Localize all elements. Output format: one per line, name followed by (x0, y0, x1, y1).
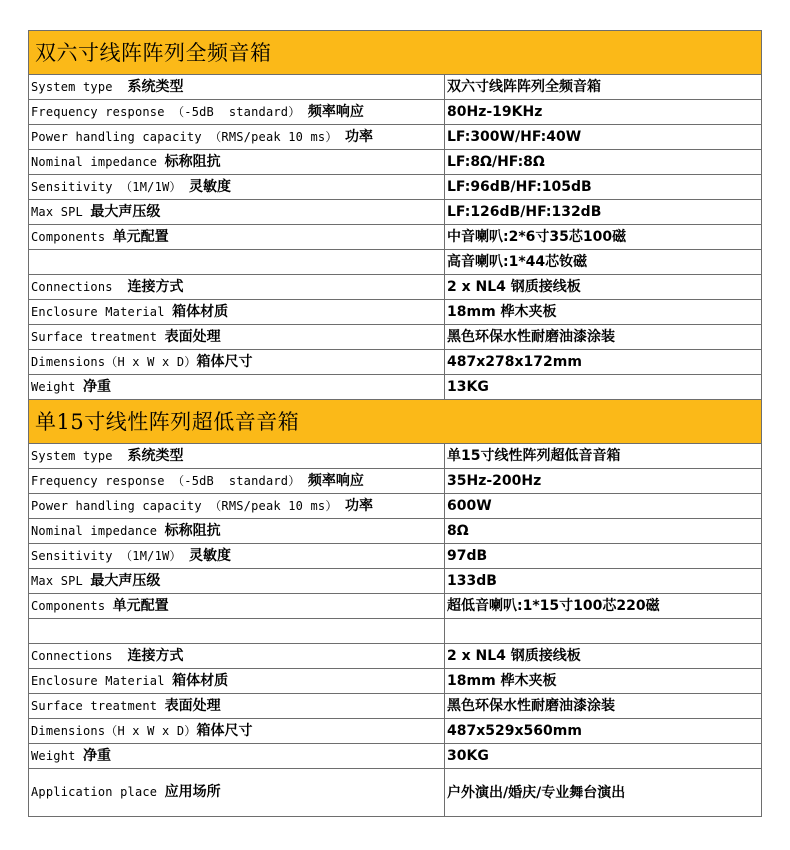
spec-label (29, 200, 445, 225)
spec-label-english: Power handling capacity （RMS/peak 10 ms） (31, 498, 345, 513)
spec-label-chinese: 频率响应 (307, 472, 364, 489)
spec-value: 2 x NL4 钢质接线板 (445, 275, 762, 300)
spec-label (29, 744, 445, 769)
spec-label-english: Enclosure Material (31, 673, 173, 688)
spec-label-english: Enclosure Material (31, 304, 173, 319)
spec-label-chinese: 灵敏度 (189, 178, 232, 195)
spec-label-english: Nominal impedance (31, 154, 165, 169)
spec-row (29, 494, 762, 519)
spec-label-chinese: 箱体材质 (172, 672, 229, 689)
spec-value: LF:96dB/HF:105dB (445, 175, 762, 200)
spec-value: 30KG (445, 744, 762, 769)
spec-label-chinese: 功率 (344, 497, 373, 514)
spec-value: 487x529x560mm (445, 719, 762, 744)
spec-label-chinese: 箱体材质 (172, 303, 229, 320)
spec-label (29, 300, 445, 325)
spec-label (29, 325, 445, 350)
spec-label (29, 100, 445, 125)
spec-label-chinese: 最大声压级 (90, 203, 161, 220)
spec-label-chinese: 频率响应 (307, 103, 364, 120)
spec-value: 600W (445, 494, 762, 519)
spec-label-chinese: 连接方式 (127, 278, 184, 295)
spec-value: 487x278x172mm (445, 350, 762, 375)
spec-value: 黑色环保水性耐磨油漆涂装 (445, 694, 762, 719)
spec-value: 35Hz-200Hz (445, 469, 762, 494)
section-title: 双六寸线阵阵列全频音箱 (29, 31, 762, 75)
spec-row (29, 444, 762, 469)
spec-label-english: Sensitivity （1M/1W） (31, 548, 190, 563)
spec-value: LF:300W/HF:40W (445, 125, 762, 150)
spec-label-chinese: 单元配置 (112, 597, 169, 614)
spec-row (29, 375, 762, 400)
spec-label-chinese: 连接方式 (127, 647, 184, 664)
spec-row (29, 644, 762, 669)
spec-row (29, 350, 762, 375)
spec-row (29, 469, 762, 494)
spec-value: 高音喇叭:1*44芯钕磁 (445, 250, 762, 275)
spec-label (29, 769, 445, 817)
spec-sheet (28, 30, 761, 817)
spec-row (29, 569, 762, 594)
spec-row (29, 225, 762, 250)
spec-label (29, 75, 445, 100)
spec-label-chinese: 箱体尺寸 (196, 722, 253, 739)
spec-label (29, 644, 445, 669)
section-header-row (29, 31, 762, 75)
spec-row (29, 519, 762, 544)
spec-value: 双六寸线阵阵列全频音箱 (445, 75, 762, 100)
spec-label (29, 444, 445, 469)
spec-label (29, 225, 445, 250)
spec-label (29, 544, 445, 569)
spec-label-chinese: 灵敏度 (189, 547, 232, 564)
spec-label-english: Connections (31, 279, 128, 294)
spec-label-english: System type (31, 79, 128, 94)
spec-label (29, 469, 445, 494)
spec-value: 超低音喇叭:1*15寸100芯220磁 (445, 594, 762, 619)
spec-row (29, 544, 762, 569)
spec-row (29, 769, 762, 817)
spec-label (29, 250, 445, 275)
spec-value (445, 619, 762, 644)
spec-row (29, 75, 762, 100)
section-header-row (29, 400, 762, 444)
spec-value: 2 x NL4 钢质接线板 (445, 644, 762, 669)
spec-label (29, 694, 445, 719)
spec-label-english: Power handling capacity （RMS/peak 10 ms） (31, 129, 345, 144)
spec-label-english: Weight (31, 748, 83, 763)
spec-label-chinese: 净重 (82, 747, 111, 764)
spec-row (29, 150, 762, 175)
spec-label-chinese: 标称阻抗 (164, 522, 221, 539)
spec-row (29, 250, 762, 275)
spec-row (29, 200, 762, 225)
spec-label-chinese: 最大声压级 (90, 572, 161, 589)
spec-value: 18mm 桦木夹板 (445, 300, 762, 325)
spec-label (29, 125, 445, 150)
spec-value: 13KG (445, 375, 762, 400)
spec-row (29, 719, 762, 744)
spec-label (29, 519, 445, 544)
spec-label (29, 619, 445, 644)
spec-label-chinese: 标称阻抗 (164, 153, 221, 170)
spec-label (29, 175, 445, 200)
spec-label-english: Dimensions（H x W x D） (31, 354, 197, 369)
spec-label-chinese: 系统类型 (127, 447, 184, 464)
spec-label-english: Frequency response （-5dB standard） (31, 473, 308, 488)
spec-row (29, 125, 762, 150)
spec-label (29, 669, 445, 694)
spec-value: 黑色环保水性耐磨油漆涂装 (445, 325, 762, 350)
spec-label (29, 150, 445, 175)
spec-label-chinese: 系统类型 (127, 78, 184, 95)
spec-label-chinese: 箱体尺寸 (196, 353, 253, 370)
spec-row (29, 175, 762, 200)
section-title: 单15寸线性阵列超低音音箱 (29, 400, 762, 444)
spec-label (29, 569, 445, 594)
spec-label-english: Application place (31, 785, 165, 799)
spec-value: LF:8Ω/HF:8Ω (445, 150, 762, 175)
spec-value: 中音喇叭:2*6寸35芯100磁 (445, 225, 762, 250)
spec-value: 8Ω (445, 519, 762, 544)
spec-label-english: Connections (31, 648, 128, 663)
spec-value: LF:126dB/HF:132dB (445, 200, 762, 225)
spec-label-chinese: 表面处理 (164, 697, 221, 714)
spec-row (29, 619, 762, 644)
spec-row (29, 325, 762, 350)
spec-label (29, 350, 445, 375)
spec-row (29, 594, 762, 619)
spec-row (29, 100, 762, 125)
spec-label-english: Components (31, 229, 113, 244)
spec-label-english: Dimensions（H x W x D） (31, 723, 197, 738)
spec-label-english: Sensitivity （1M/1W） (31, 179, 190, 194)
spec-label-english: System type (31, 448, 128, 463)
spec-label (29, 375, 445, 400)
spec-label (29, 594, 445, 619)
spec-value: 18mm 桦木夹板 (445, 669, 762, 694)
spec-label-chinese: 表面处理 (164, 328, 221, 345)
spec-table-body (29, 31, 762, 817)
spec-label-english: Max SPL (31, 204, 91, 219)
spec-label-english: Surface treatment (31, 329, 165, 344)
spec-label-chinese: 单元配置 (112, 228, 169, 245)
spec-row (29, 744, 762, 769)
spec-table (28, 30, 762, 817)
spec-label-english: Nominal impedance (31, 523, 165, 538)
spec-label (29, 494, 445, 519)
spec-label-chinese: 功率 (344, 128, 373, 145)
spec-row (29, 300, 762, 325)
spec-row (29, 669, 762, 694)
spec-value: 户外演出/婚庆/专业舞台演出 (445, 769, 762, 817)
spec-row (29, 275, 762, 300)
spec-label (29, 275, 445, 300)
spec-label-english: Weight (31, 379, 83, 394)
spec-value: 133dB (445, 569, 762, 594)
spec-label-chinese: 应用场所 (164, 784, 221, 800)
spec-label (29, 719, 445, 744)
spec-value: 单15寸线性阵列超低音音箱 (445, 444, 762, 469)
spec-label-english: Surface treatment (31, 698, 165, 713)
spec-label-english: Frequency response （-5dB standard） (31, 104, 308, 119)
spec-label-chinese: 净重 (82, 378, 111, 395)
spec-value: 97dB (445, 544, 762, 569)
spec-label-english: Max SPL (31, 573, 91, 588)
spec-label-english: Components (31, 598, 113, 613)
spec-row (29, 694, 762, 719)
spec-value: 80Hz-19KHz (445, 100, 762, 125)
